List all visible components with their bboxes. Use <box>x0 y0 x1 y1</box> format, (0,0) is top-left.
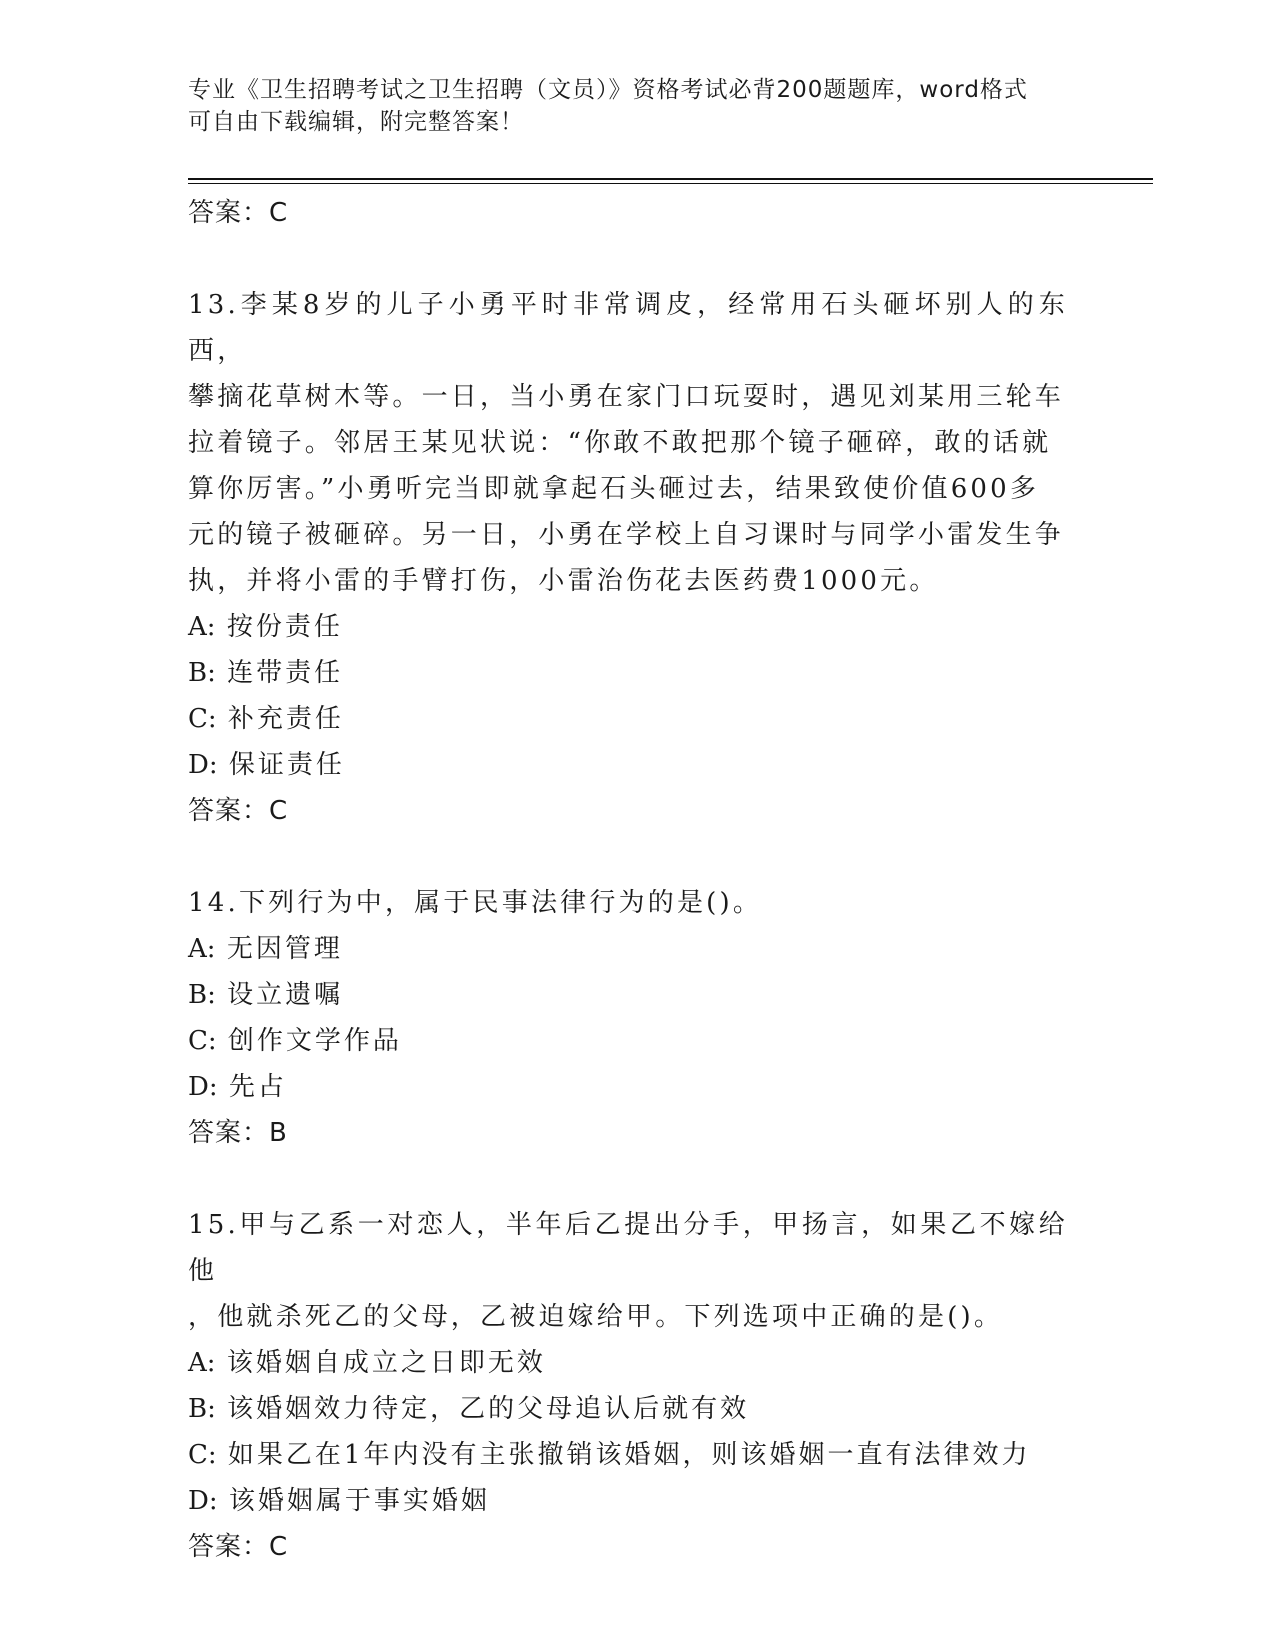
option-text: 无因管理 <box>226 934 343 964</box>
stem-line: 算你厉害。”小勇听完当即就拿起石头砸过去，结果致使价值600多 <box>188 474 1040 504</box>
option-b <box>188 1386 1068 1432</box>
option-d <box>188 1064 1068 1110</box>
option-text: 该婚姻自成立之日即无效 <box>226 1348 546 1378</box>
option-text: 按份责任 <box>226 612 343 642</box>
option-letter: B: <box>188 1394 216 1424</box>
option-text: 如果乙在1年内没有主张撤销该婚姻，则该婚姻一直有法律效力 <box>227 1440 1031 1470</box>
question-stem <box>188 880 1068 926</box>
option-b <box>188 650 1068 696</box>
option-c <box>188 1018 1068 1064</box>
option-letter: D: <box>188 750 218 780</box>
stem-line: 15.甲与乙系一对恋人，半年后乙提出分手，甲扬言，如果乙不嫁给他 <box>188 1210 1068 1286</box>
document-body <box>188 190 1068 1570</box>
option-text: 先占 <box>228 1072 287 1102</box>
option-text: 该婚姻属于事实婚姻 <box>228 1486 490 1516</box>
option-b <box>188 972 1068 1018</box>
header-line-2: 可自由下载编辑，附完整答案！ <box>188 109 524 135</box>
option-letter: A: <box>188 1348 216 1378</box>
option-text: 保证责任 <box>228 750 345 780</box>
header-line-1: 专业《卫生招聘考试之卫生招聘（文员）》资格考试必背200题题库，word格式 <box>188 77 1028 103</box>
option-text: 连带责任 <box>227 658 344 688</box>
stem-line: ，他就杀死乙的父母，乙被迫嫁给甲。下列选项中正确的是()。 <box>188 1302 1004 1332</box>
option-text: 设立遗嘱 <box>227 980 344 1010</box>
option-letter: C: <box>188 1440 217 1470</box>
option-letter: D: <box>188 1072 218 1102</box>
option-a <box>188 1340 1068 1386</box>
header-rule-thick <box>188 178 1153 180</box>
answer-line: 答案：C <box>188 1532 289 1562</box>
option-letter: B: <box>188 658 216 688</box>
question-15 <box>188 1202 1068 1570</box>
option-letter: B: <box>188 980 216 1010</box>
stem-line: 拉着镜子。邻居王某见状说：“你敢不敢把那个镜子砸碎，敢的话就 <box>188 428 1052 458</box>
question-13 <box>188 282 1068 834</box>
previous-answer: 答案：C <box>188 198 289 228</box>
option-c <box>188 696 1068 742</box>
question-stem <box>188 282 1068 604</box>
option-letter: C: <box>188 1026 217 1056</box>
option-text: 补充责任 <box>227 704 344 734</box>
page-header <box>188 74 1068 138</box>
option-letter: C: <box>188 704 217 734</box>
option-a <box>188 926 1068 972</box>
option-c <box>188 1432 1068 1478</box>
stem-line: 攀摘花草树木等。一日，当小勇在家门口玩耍时，遇见刘某用三轮车 <box>188 382 1065 412</box>
option-letter: A: <box>188 934 216 964</box>
option-text: 创作文学作品 <box>227 1026 402 1056</box>
stem-line: 14.下列行为中，属于民事法律行为的是()。 <box>188 888 763 918</box>
stem-line: 元的镜子被砸碎。另一日，小勇在学校上自习课时与同学小雷发生争 <box>188 520 1065 550</box>
question-stem <box>188 1202 1068 1340</box>
answer-line: 答案：B <box>188 1118 288 1148</box>
option-letter: D: <box>188 1486 218 1516</box>
header-rule-thin <box>188 183 1153 184</box>
option-text: 该婚姻效力待定，乙的父母追认后就有效 <box>227 1394 750 1424</box>
option-d <box>188 1478 1068 1524</box>
answer-line: 答案：C <box>188 796 289 826</box>
stem-line: 执，并将小雷的手臂打伤，小雷治伤花去医药费1000元。 <box>188 566 939 596</box>
option-letter: A: <box>188 612 216 642</box>
option-d <box>188 742 1068 788</box>
option-a <box>188 604 1068 650</box>
question-14 <box>188 880 1068 1156</box>
stem-line: 13.李某8岁的儿子小勇平时非常调皮，经常用石头砸坏别人的东西， <box>188 290 1068 366</box>
